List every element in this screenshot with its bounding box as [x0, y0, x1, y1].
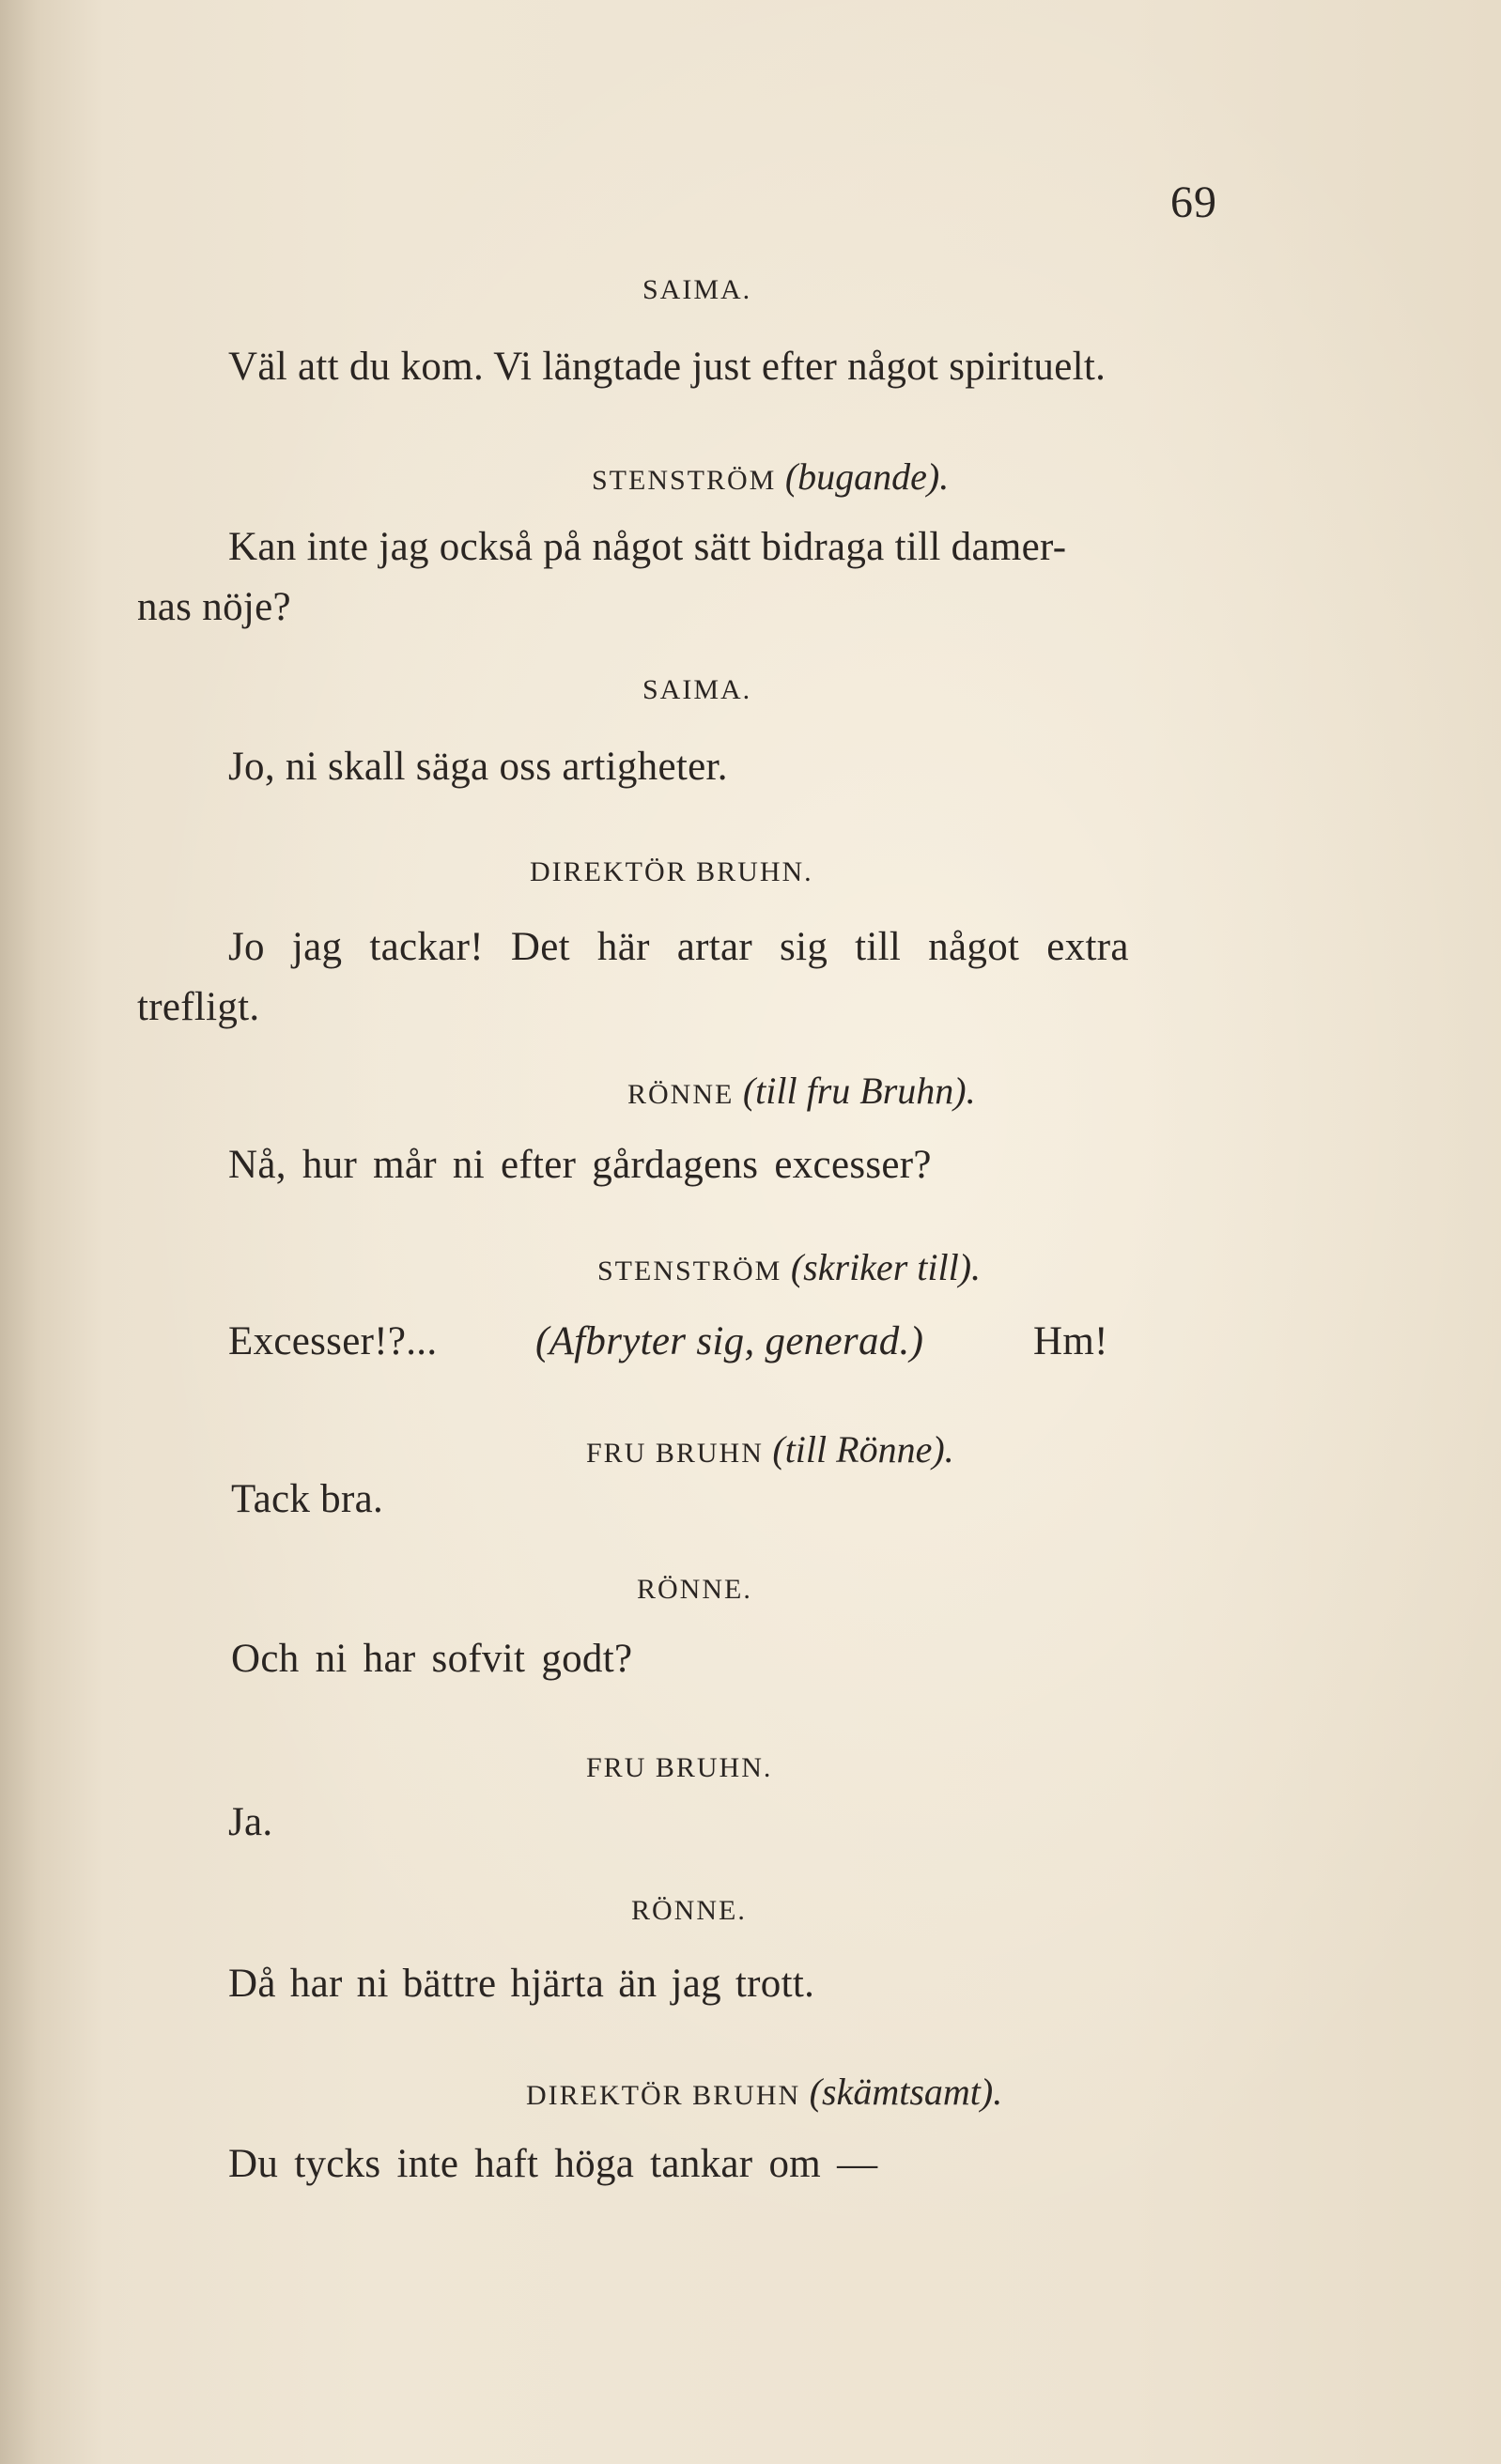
dialogue-line: Ja. — [228, 1800, 273, 1844]
stage-direction: (skriker till). — [790, 1246, 982, 1288]
speaker-name: FRU BRUHN — [586, 1438, 764, 1469]
stage-direction: (till Rönne). — [772, 1428, 954, 1471]
speaker-name: SAIMA. — [642, 274, 752, 305]
speaker-heading — [586, 1427, 954, 1471]
stage-direction: (skämtsamt). — [809, 2071, 1003, 2113]
dialogue-line: Väl att du kom. Vi längtade just efter något spirituelt. — [228, 345, 1106, 389]
dialogue-line: Du tycks inte haft höga tankar om — — [228, 2142, 878, 2186]
speaker-heading — [597, 1245, 981, 1289]
dialogue-line: Hm! — [1033, 1319, 1108, 1363]
speaker-heading — [592, 454, 949, 499]
dialogue-line: Tack bra. — [231, 1477, 384, 1521]
speaker-heading — [526, 2070, 1002, 2114]
speaker-name: FRU BRUHN. — [586, 1752, 773, 1783]
speaker-name: DIREKTÖR BRUHN. — [530, 856, 813, 887]
speaker-name: SAIMA. — [642, 674, 752, 705]
dialogue-line: Excesser!?... — [228, 1319, 438, 1363]
dialogue-line: Då har ni bättre hjärta än jag trott. — [228, 1962, 815, 2006]
page-number: 69 — [1170, 177, 1217, 227]
speaker-name: RÖNNE. — [637, 1574, 752, 1605]
speaker-heading — [627, 1069, 976, 1113]
speaker-name: STENSTRÖM — [597, 1255, 782, 1286]
speaker-name: RÖNNE — [627, 1079, 735, 1110]
dialogue-line: nas nöje? — [137, 585, 291, 629]
speaker-name: STENSTRÖM — [592, 465, 777, 496]
stage-direction: (till fru Bruhn). — [742, 1070, 976, 1112]
speaker-name: RÖNNE. — [631, 1895, 747, 1926]
dialogue-line: trefligt. — [137, 985, 260, 1029]
stage-direction: (Afbryter sig, generad.) — [535, 1319, 924, 1363]
dialogue-line: Jo jag tackar! Det här artar sig till något extra — [228, 925, 1129, 969]
stage-direction: (bugande). — [784, 455, 950, 498]
speaker-name: DIREKTÖR BRUHN — [526, 2080, 801, 2111]
dialogue-line: Kan inte jag också på något sätt bidraga till damer- — [228, 525, 1067, 569]
dialogue-line: Jo, ni skall säga oss artigheter. — [228, 745, 728, 789]
dialogue-line: Och ni har sofvit godt? — [231, 1637, 633, 1681]
dialogue-line: Nå, hur mår ni efter gårdagens excesser? — [228, 1143, 932, 1187]
